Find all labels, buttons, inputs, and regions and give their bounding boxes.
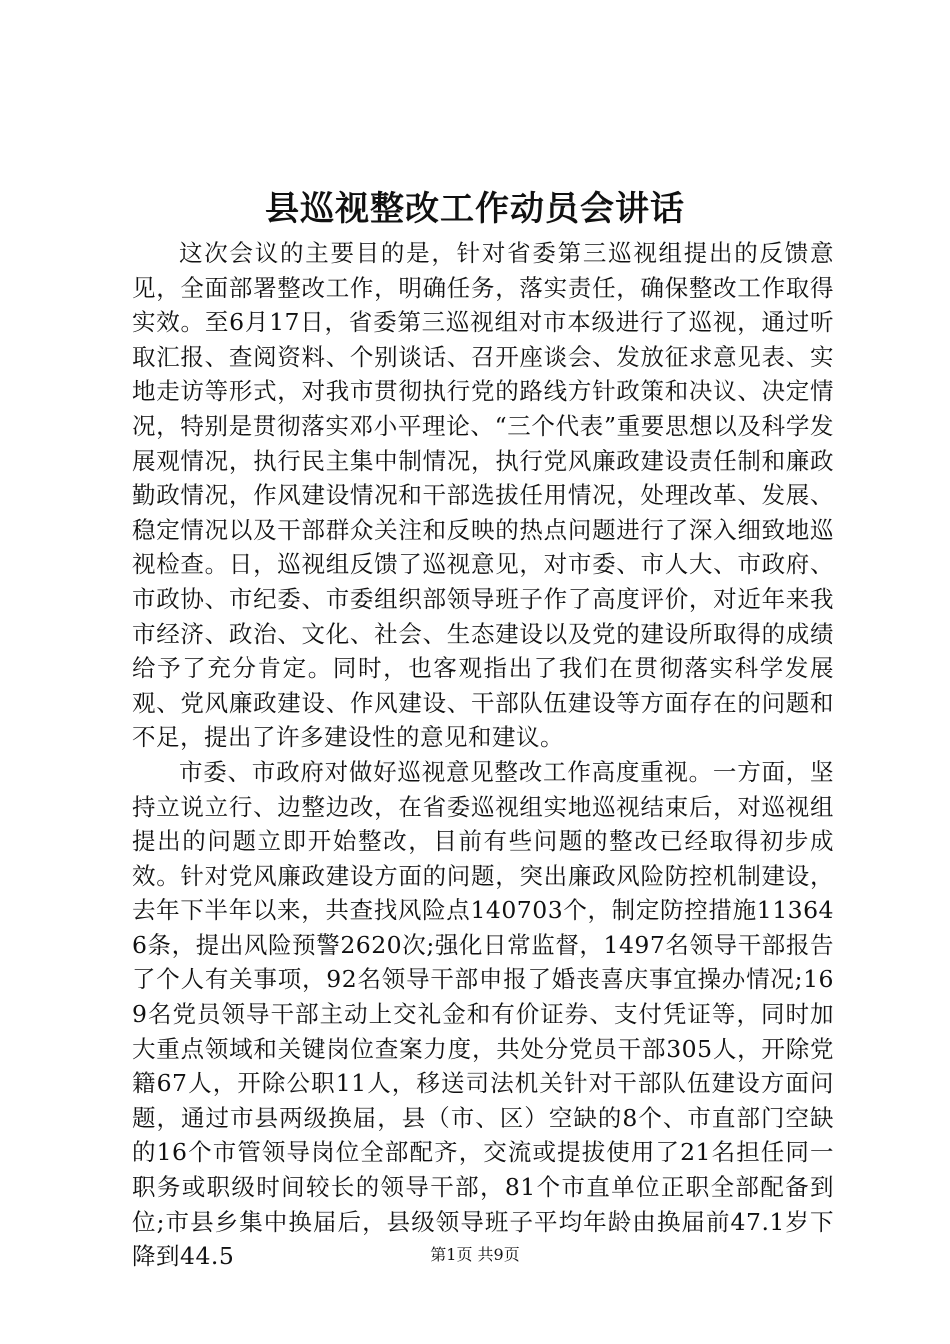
page-total: 共9页 — [477, 1245, 520, 1264]
page-number: 第1页 — [430, 1245, 473, 1264]
document-body — [132, 236, 834, 1274]
paragraph: 这次会议的主要目的是，针对省委第三巡视组提出的反馈意见，全面部署整改工作，明确任务，落实责任，确保整改工作取得实效。至6月17日，省委第三巡视组对市本级进行了巡视，通过听取汇报、查阅资料、个别谈话、召开座谈会、发放征求意见表、实地走访等形式，对我市贯彻执行党的路线方针政策和决议、决定情况，特别是贯彻落实邓小平理论、“三个代表”重要思想以及科学发展观情况，执行民主集中制情况，执行党风廉政建设责任制和廉政勤政情况，作风建设情况和干部选拔任用情况，处理改革、发展、稳定情况以及干部群众关注和反映的热点问题进行了深入细致地巡视检查。日，巡视组反馈了巡视意见，对市委、市人大、市政府、市政协、市纪委、市委组织部领导班子作了高度评价，对近年来我市经济、政治、文化、社会、生态建设以及党的建设所取得的成绩给予了充分肯定。同时，也客观指出了我们在贯彻落实科学发展观、党风廉政建设、作风建设、干部队伍建设等方面存在的问题和不足，提出了许多建设性的意见和建议。 — [132, 239, 834, 752]
paragraph: 市委、市政府对做好巡视意见整改工作高度重视。一方面，坚持立说立行、边整边改，在省委巡视组实地巡视结束后，对巡视组提出的问题立即开始整改，目前有些问题的整改已经取得初步成效。针对党风廉政建设方面的问题，突出廉政风险防控机制建设，去年下半年以来，共查找风险点140703个，制定防控措施113646条，提出风险预警2620次;强化日常监督，1497名领导干部报告了个人有关事项，92名领导干部申报了婚丧喜庆事宜操办情况;169名党员领导干部主动上交礼金和有价证券、支付凭证等，同时加大重点领域和关键岗位查案力度，共处分党员干部305人，开除党籍67人，开除公职11人，移送司法机关针对干部队伍建设方面问题，通过市县两级换届，县（市、区）空缺的8个、市直部门空缺的16个市管领导岗位全部配齐，交流或提拔使用了21名担任同一职务或职级时间较长的领导干部，81个市直单位正职全部配备到位;市县乡集中换届后，县级领导班子平均年龄由换届前47.1岁下降到44.5 — [132, 757, 834, 1271]
page-footer — [0, 1244, 950, 1266]
document-title: 县巡视整改工作动员会讲话 — [265, 189, 685, 229]
